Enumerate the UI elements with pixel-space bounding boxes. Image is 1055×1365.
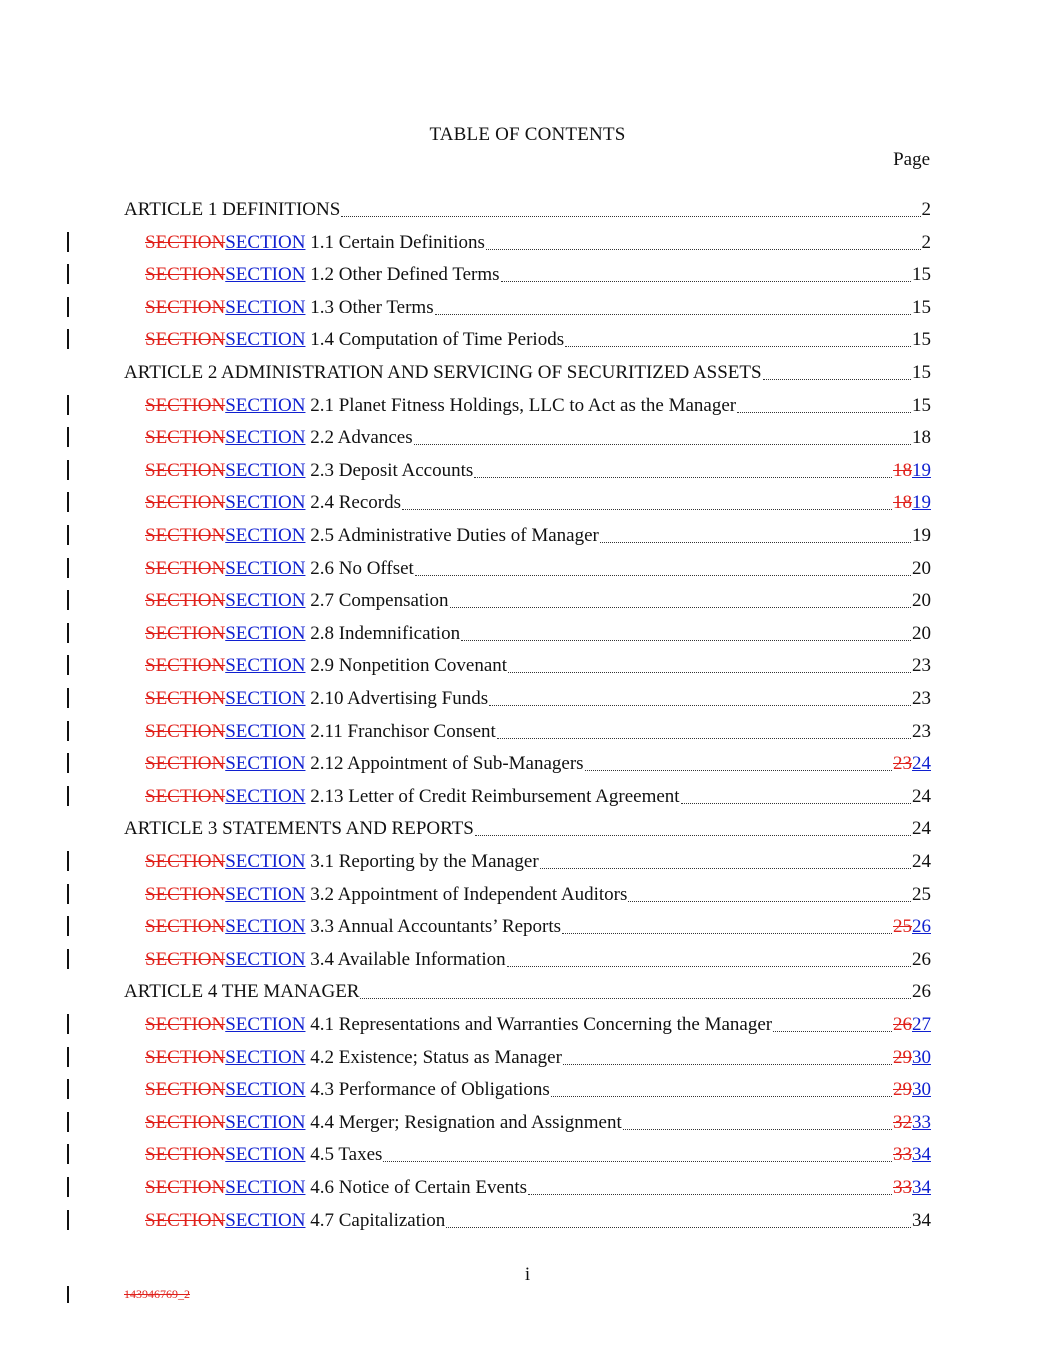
inserted-text: SECTION <box>225 590 306 611</box>
toc-entry-title: 2.2 Advances <box>305 427 413 448</box>
deleted-text: SECTION <box>145 1177 226 1198</box>
inserted-page-number: 27 <box>912 1014 931 1035</box>
dot-leader <box>600 542 911 543</box>
dot-leader <box>461 640 911 641</box>
dot-leader <box>414 444 911 445</box>
change-bar <box>67 1014 69 1034</box>
toc-section-entry[interactable] <box>145 515 931 547</box>
inserted-text: SECTION <box>225 1047 306 1068</box>
toc-entry-title: ARTICLE 1 DEFINITIONS <box>124 199 341 220</box>
inserted-page-number: 30 <box>912 1079 931 1100</box>
toc-section-entry[interactable] <box>145 645 931 677</box>
dot-leader <box>563 1064 892 1065</box>
inserted-page-number: 34 <box>912 1177 931 1198</box>
inserted-text: SECTION <box>225 395 306 416</box>
toc-section-entry[interactable] <box>145 613 931 645</box>
toc-page-number <box>893 1144 931 1166</box>
toc-entry-title: 3.4 Available Information <box>305 949 506 970</box>
change-bar <box>67 427 69 447</box>
toc-entry-title: 2.11 Franchisor Consent <box>305 721 496 742</box>
toc-section-entry[interactable] <box>145 548 931 580</box>
toc-entry-title: 4.3 Performance of Obligations <box>305 1079 550 1100</box>
inserted-text: SECTION <box>225 916 306 937</box>
toc-page-number: 19 <box>912 525 931 546</box>
toc-entry-title: 4.4 Merger; Resignation and Assignment <box>305 1112 622 1133</box>
toc-page-number: 15 <box>912 395 931 416</box>
deleted-text: SECTION <box>145 329 226 350</box>
toc-entry-label <box>145 949 506 971</box>
toc-page-number: 18 <box>912 427 931 448</box>
deleted-page-number: 33 <box>893 1177 912 1198</box>
toc-section-entry[interactable] <box>145 841 931 873</box>
toc-section-entry[interactable] <box>145 906 931 938</box>
deleted-text: SECTION <box>145 1079 226 1100</box>
toc-entry-label <box>145 916 561 938</box>
toc-section-entry[interactable] <box>145 1102 931 1134</box>
toc-entry-label <box>145 558 414 580</box>
deleted-text: SECTION <box>145 460 226 481</box>
toc-entry-title: 3.1 Reporting by the Manager <box>305 851 539 872</box>
dot-leader <box>585 770 892 771</box>
toc-entry-label <box>145 1210 445 1232</box>
toc-entry-label <box>145 1112 622 1134</box>
toc-section-entry[interactable] <box>145 678 931 710</box>
toc-page-number: 26 <box>912 949 931 970</box>
deleted-page-number: 26 <box>893 1014 912 1035</box>
deleted-text: SECTION <box>145 949 226 970</box>
toc-page-number <box>893 460 931 482</box>
toc-entry-label <box>145 753 584 775</box>
toc-entry-title: 2.6 No Offset <box>305 558 414 579</box>
toc-entry-title: 2.4 Records <box>305 492 401 513</box>
toc-entry-label <box>145 655 507 677</box>
inserted-text: SECTION <box>225 1177 306 1198</box>
dot-leader <box>489 705 911 706</box>
deleted-text: SECTION <box>145 786 226 807</box>
toc-entry-label <box>145 492 401 514</box>
inserted-text: SECTION <box>225 525 306 546</box>
toc-entry-title: 2.13 Letter of Credit Reimbursement Agreement <box>305 786 680 807</box>
inserted-text: SECTION <box>225 1144 306 1165</box>
toc-entry-label <box>124 362 762 384</box>
inserted-text: SECTION <box>225 492 306 513</box>
toc-entry-label <box>145 590 449 612</box>
toc-article-entry[interactable] <box>124 808 931 840</box>
change-bar <box>67 884 69 904</box>
dot-leader <box>450 607 912 608</box>
change-bar <box>67 655 69 675</box>
deleted-text: SECTION <box>145 1144 226 1165</box>
toc-entry-title: 2.7 Compensation <box>305 590 449 611</box>
deleted-text: SECTION <box>145 492 226 513</box>
toc-section-entry[interactable] <box>145 1069 931 1101</box>
change-bar <box>67 395 69 415</box>
dot-leader <box>446 1227 911 1228</box>
toc-entry-label <box>145 329 564 351</box>
toc-page-number: 20 <box>912 590 931 611</box>
toc-section-entry[interactable] <box>145 1200 931 1232</box>
toc-entry-label <box>145 1047 562 1069</box>
toc-entry-label <box>145 851 539 873</box>
deleted-text: SECTION <box>145 525 226 546</box>
change-bar <box>67 1047 69 1067</box>
deleted-text: SECTION <box>145 655 226 676</box>
dot-leader <box>360 998 911 999</box>
inserted-text: SECTION <box>225 1210 306 1231</box>
deleted-page-number: 29 <box>893 1047 912 1068</box>
toc-entry-label <box>145 1144 382 1166</box>
toc-entry-title: 2.9 Nonpetition Covenant <box>305 655 508 676</box>
deleted-text: SECTION <box>145 851 226 872</box>
toc-page-number: 34 <box>912 1210 931 1231</box>
toc-section-entry[interactable] <box>145 939 931 971</box>
change-bar <box>67 688 69 708</box>
inserted-text: SECTION <box>225 558 306 579</box>
dot-leader <box>681 803 911 804</box>
toc-section-entry[interactable] <box>145 776 931 808</box>
toc-page-number: 15 <box>912 297 931 318</box>
change-bar <box>67 916 69 936</box>
toc-entry-label <box>145 721 496 743</box>
inserted-text: SECTION <box>225 1079 306 1100</box>
toc-entry-label <box>145 525 599 547</box>
inserted-text: SECTION <box>225 851 306 872</box>
deleted-text: SECTION <box>145 753 226 774</box>
toc-entry-label <box>145 297 434 319</box>
inserted-text: SECTION <box>225 297 306 318</box>
inserted-text: SECTION <box>225 884 306 905</box>
toc-section-entry[interactable] <box>145 450 931 482</box>
inserted-text: SECTION <box>225 786 306 807</box>
toc-page-number: 20 <box>912 558 931 579</box>
inserted-page-number: 19 <box>912 492 931 513</box>
dot-leader <box>628 901 911 902</box>
toc-page-number: 24 <box>912 818 931 839</box>
change-bar <box>67 329 69 349</box>
toc-page-number <box>893 753 931 775</box>
toc-entry-title: 1.3 Other Terms <box>305 297 434 318</box>
deleted-page-number: 18 <box>893 492 912 513</box>
toc-entry-label <box>145 1079 550 1101</box>
deleted-page-number: 29 <box>893 1079 912 1100</box>
toc-article-entry[interactable] <box>124 971 931 1003</box>
change-bar <box>67 1144 69 1164</box>
change-bar <box>67 949 69 969</box>
toc-section-entry[interactable] <box>145 385 931 417</box>
toc-page-number <box>893 492 931 514</box>
change-bar <box>67 492 69 512</box>
toc-entry-label <box>145 264 500 286</box>
change-bar <box>67 264 69 284</box>
change-bar <box>67 525 69 545</box>
toc-entry-label <box>145 1014 772 1036</box>
toc-entry-title: 1.4 Computation of Time Periods <box>305 329 565 350</box>
change-bar <box>67 1177 69 1197</box>
toc-page-number <box>893 1047 931 1069</box>
dot-leader <box>501 281 911 282</box>
toc-page-number: 2 <box>921 232 931 253</box>
toc-entry-title: ARTICLE 2 ADMINISTRATION AND SERVICING OF SECURITIZED ASSETS <box>124 362 762 383</box>
dot-leader <box>763 379 911 380</box>
dot-leader <box>562 933 892 934</box>
toc-entry-label <box>124 818 474 840</box>
deleted-page-number: 32 <box>893 1112 912 1133</box>
dot-leader <box>528 1194 892 1195</box>
deleted-text: SECTION <box>145 1047 226 1068</box>
toc-section-entry[interactable] <box>145 1167 931 1199</box>
dot-leader <box>402 509 892 510</box>
toc-entry-title: 4.6 Notice of Certain Events <box>305 1177 528 1198</box>
toc-entry-title: 2.12 Appointment of Sub-Managers <box>305 753 584 774</box>
document-id: 143946769_2 <box>124 1287 190 1301</box>
toc-entry-title: 2.8 Indemnification <box>305 623 461 644</box>
toc-page-number <box>893 1079 931 1101</box>
inserted-page-number: 24 <box>912 753 931 774</box>
change-bar <box>67 590 69 610</box>
dot-leader <box>507 966 911 967</box>
change-bar <box>67 721 69 741</box>
toc-section-entry[interactable] <box>145 222 931 254</box>
toc-section-entry[interactable] <box>145 874 931 906</box>
deleted-page-number: 25 <box>893 916 912 937</box>
toc-section-entry[interactable] <box>145 254 931 286</box>
dot-leader <box>383 1161 892 1162</box>
inserted-page-number: 34 <box>912 1144 931 1165</box>
inserted-text: SECTION <box>225 949 306 970</box>
deleted-text: SECTION <box>145 916 226 937</box>
inserted-text: SECTION <box>225 1112 306 1133</box>
inserted-page-number: 33 <box>912 1112 931 1133</box>
toc-section-entry[interactable] <box>145 711 931 743</box>
toc-section-entry[interactable] <box>145 1134 931 1166</box>
inserted-text: SECTION <box>225 329 306 350</box>
toc-page-number <box>893 916 931 938</box>
toc-entry-title: ARTICLE 3 STATEMENTS AND REPORTS <box>124 818 474 839</box>
toc-entry-title: 2.5 Administrative Duties of Manager <box>305 525 599 546</box>
dot-leader <box>551 1096 892 1097</box>
change-bar <box>67 232 69 252</box>
change-bar <box>67 753 69 773</box>
dot-leader <box>341 216 920 217</box>
dot-leader <box>474 477 892 478</box>
toc-page-number: 25 <box>912 884 931 905</box>
dot-leader <box>623 1129 892 1130</box>
toc-entry-title: 3.2 Appointment of Independent Auditors <box>305 884 628 905</box>
toc-page-number <box>893 1177 931 1199</box>
toc-article-entry[interactable] <box>124 189 931 221</box>
change-bar <box>67 786 69 806</box>
toc-entry-title: 4.2 Existence; Status as Manager <box>305 1047 562 1068</box>
toc-entry-title: 4.5 Taxes <box>305 1144 383 1165</box>
change-bar <box>67 297 69 317</box>
inserted-text: SECTION <box>225 688 306 709</box>
toc-entry-label <box>145 460 473 482</box>
toc-entry-title: 4.1 Representations and Warranties Concerning the Manager <box>305 1014 773 1035</box>
inserted-text: SECTION <box>225 460 306 481</box>
deleted-text: SECTION <box>145 264 226 285</box>
dot-leader <box>565 346 911 347</box>
toc-entry-title: 1.1 Certain Definitions <box>305 232 485 253</box>
inserted-text: SECTION <box>225 1014 306 1035</box>
dot-leader <box>508 672 911 673</box>
deleted-text: SECTION <box>145 721 226 742</box>
toc-page-number: 24 <box>912 786 931 807</box>
deleted-text: SECTION <box>145 1014 226 1035</box>
deleted-text: SECTION <box>145 395 226 416</box>
dot-leader <box>540 868 911 869</box>
inserted-page-number: 19 <box>912 460 931 481</box>
toc-section-entry[interactable] <box>145 319 931 351</box>
toc-entry-title: 1.2 Other Defined Terms <box>305 264 500 285</box>
toc-entry-label <box>124 981 359 1003</box>
deleted-page-number: 23 <box>893 753 912 774</box>
deleted-text: SECTION <box>145 427 226 448</box>
toc-page-number: 23 <box>912 721 931 742</box>
toc-entry-title: ARTICLE 4 THE MANAGER <box>124 981 360 1002</box>
inserted-text: SECTION <box>225 753 306 774</box>
toc-section-entry[interactable] <box>145 1037 931 1069</box>
toc-section-entry[interactable] <box>145 743 931 775</box>
toc-entry-label <box>145 688 488 710</box>
change-bar <box>67 558 69 578</box>
toc-page-number: 23 <box>912 688 931 709</box>
deleted-text: SECTION <box>145 1112 226 1133</box>
deleted-text: SECTION <box>145 297 226 318</box>
toc-entry-label <box>145 1177 527 1199</box>
change-bar <box>67 851 69 871</box>
dot-leader <box>475 835 911 836</box>
dot-leader <box>497 738 911 739</box>
toc-entry-title: 2.3 Deposit Accounts <box>305 460 474 481</box>
dot-leader <box>737 412 911 413</box>
toc-page-number: 23 <box>912 655 931 676</box>
deleted-text: SECTION <box>145 232 226 253</box>
toc-entry-label <box>145 427 413 449</box>
footer-page-number: i <box>524 1264 531 1285</box>
deleted-page-number: 18 <box>893 460 912 481</box>
toc-entry-title: 2.10 Advertising Funds <box>305 688 489 709</box>
toc-entry-title: 4.7 Capitalization <box>305 1210 446 1231</box>
toc-page-number: 20 <box>912 623 931 644</box>
toc-section-entry[interactable] <box>145 287 931 319</box>
toc-entry-label <box>124 199 340 221</box>
deleted-page-number: 33 <box>893 1144 912 1165</box>
deleted-text: SECTION <box>145 558 226 579</box>
dot-leader <box>415 575 911 576</box>
toc-entry-label <box>145 395 736 417</box>
inserted-text: SECTION <box>225 232 306 253</box>
toc-entry-label <box>145 884 627 906</box>
toc-page-number: 24 <box>912 851 931 872</box>
toc-page-number: 15 <box>912 329 931 350</box>
dot-leader <box>773 1031 892 1032</box>
inserted-text: SECTION <box>225 655 306 676</box>
toc-page-number: 15 <box>912 362 931 383</box>
change-bar <box>67 1112 69 1132</box>
change-bar <box>67 1210 69 1230</box>
inserted-text: SECTION <box>225 264 306 285</box>
toc-page-number: 15 <box>912 264 931 285</box>
toc-entry-label <box>145 623 460 645</box>
change-bar <box>67 623 69 643</box>
toc-section-entry[interactable] <box>145 1004 931 1036</box>
inserted-text: SECTION <box>225 427 306 448</box>
inserted-page-number: 30 <box>912 1047 931 1068</box>
toc-page-number <box>893 1112 931 1134</box>
dot-leader <box>486 249 921 250</box>
toc-article-entry[interactable] <box>124 352 931 384</box>
deleted-text: SECTION <box>145 590 226 611</box>
change-bar <box>67 460 69 480</box>
toc-section-entry[interactable] <box>145 580 931 612</box>
toc-title: TABLE OF CONTENTS <box>429 124 626 145</box>
inserted-page-number: 26 <box>912 916 931 937</box>
change-bar <box>67 1286 69 1303</box>
toc-section-entry[interactable] <box>145 482 931 514</box>
inserted-text: SECTION <box>225 721 306 742</box>
toc-entry-label <box>145 786 680 808</box>
page-column-label: Page <box>893 149 930 170</box>
toc-section-entry[interactable] <box>145 417 931 449</box>
toc-entry-title: 3.3 Annual Accountants’ Reports <box>305 916 562 937</box>
toc-entry-title: 2.1 Planet Fitness Holdings, LLC to Act as the Manager <box>305 395 737 416</box>
deleted-text: SECTION <box>145 623 226 644</box>
toc-entry-label <box>145 232 485 254</box>
deleted-text: SECTION <box>145 884 226 905</box>
dot-leader <box>435 314 911 315</box>
deleted-text: SECTION <box>145 1210 226 1231</box>
change-bar <box>67 1079 69 1099</box>
toc-page-number: 2 <box>921 199 931 220</box>
toc-page-number <box>893 1014 931 1036</box>
deleted-text: SECTION <box>145 688 226 709</box>
inserted-text: SECTION <box>225 623 306 644</box>
toc-page-number: 26 <box>912 981 931 1002</box>
